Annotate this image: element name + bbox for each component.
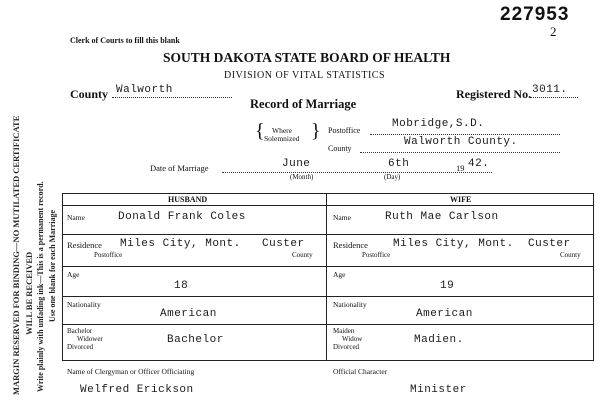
husband-status: Bachelor <box>167 334 224 346</box>
row-line-3 <box>62 296 594 297</box>
husband-county-label: County <box>292 251 313 259</box>
division-title: DIVISION OF VITAL STATISTICS <box>224 70 386 81</box>
margin-one-blank-note: Use one blank for each Marriage <box>48 209 57 322</box>
husband-residence-label: Residence <box>67 240 102 250</box>
table-top-line <box>62 193 594 194</box>
registered-dotted-line <box>530 97 578 98</box>
husband-status-label-1: Bachelor <box>67 327 93 335</box>
date-day: 6th <box>388 158 410 170</box>
certificate-number: 227953 <box>500 4 570 25</box>
solemnized-county-value: Walworth County. <box>404 136 518 148</box>
certificate-sub-number: 2 <box>550 24 557 39</box>
county-dotted-line <box>112 97 232 98</box>
table-header-line <box>62 205 594 206</box>
wife-residence: Miles City, Mont. <box>393 238 514 250</box>
record-title: Record of Marriage <box>250 97 357 111</box>
husband-status-label-3: Divorced <box>67 343 94 351</box>
husband-age-label: Age <box>67 270 80 279</box>
row-line-5 <box>62 360 594 361</box>
wife-nationality-label: Nationality <box>333 300 367 309</box>
date-month-caption: (Month) <box>290 173 314 181</box>
husband-residence: Miles City, Mont. <box>120 238 241 250</box>
official-character: Minister <box>410 384 467 396</box>
wife-postoffice-label: Postoffice <box>362 251 391 259</box>
county-value: Walworth <box>116 84 173 96</box>
row-line-2 <box>62 266 594 267</box>
board-title: SOUTH DAKOTA STATE BOARD OF HEALTH <box>163 50 451 65</box>
wife-nationality: American <box>416 308 473 320</box>
husband-status-label-2: Widower <box>77 335 103 343</box>
wife-status-label-2: Widow <box>342 335 363 343</box>
husband-nationality-label: Nationality <box>67 300 101 309</box>
husband-name: Donald Frank Coles <box>118 211 246 223</box>
solemnized-bracket-left: { <box>255 120 265 142</box>
husband-residence-county: Custer <box>262 238 305 250</box>
solemnized-postoffice-label: Postoffice <box>328 126 361 135</box>
wife-name-label: Name <box>333 213 351 222</box>
table-left-border <box>62 193 63 360</box>
margin-received-note: WILL BE RECEIVED <box>24 251 34 335</box>
date-label: Date of Marriage <box>150 163 209 173</box>
row-line-4 <box>62 324 594 325</box>
margin-binding-note: MARGIN RESERVED FOR BINDING—NO MUTILATED CERTIFICATE <box>11 115 21 395</box>
date-year: 42. <box>468 158 490 170</box>
wife-status-label-3: Divorced <box>333 343 360 351</box>
solemnized-label-2: Solemnized <box>264 134 300 143</box>
table-right-border <box>593 193 594 360</box>
county-label: County <box>70 87 109 101</box>
table-center-divider <box>326 193 327 360</box>
husband-name-label: Name <box>67 213 85 222</box>
husband-header: HUSBAND <box>168 195 208 204</box>
solemnized-county-label: County <box>328 144 352 153</box>
husband-age: 18 <box>174 280 189 292</box>
wife-age-label: Age <box>333 270 346 279</box>
date-month: June <box>282 158 311 170</box>
wife-status-label-1: Maiden <box>333 327 355 335</box>
solemnized-postoffice-line <box>370 134 560 135</box>
wife-name: Ruth Mae Carlson <box>385 211 499 223</box>
wife-status: Madien. <box>414 334 464 346</box>
solemnized-label-1: Where <box>272 126 292 135</box>
husband-postoffice-label: Postoffice <box>94 251 123 259</box>
wife-residence-county: Custer <box>528 238 571 250</box>
wife-county-label: County <box>560 251 581 259</box>
wife-residence-label: Residence <box>333 240 368 250</box>
clerk-note: Clerk of Courts to fill this blank <box>70 36 180 45</box>
registered-label: Registered No. <box>456 87 532 101</box>
registered-value: 3011. <box>532 84 568 96</box>
wife-header: WIFE <box>450 195 472 204</box>
date-year-prefix: 19 <box>456 163 465 173</box>
date-day-caption: (Day) <box>384 173 401 181</box>
solemnized-bracket-right: } <box>311 120 321 142</box>
solemnized-county-line <box>360 152 560 153</box>
date-dotted-line <box>222 172 492 173</box>
officiant-label: Name of Clergyman or Officer Officiating <box>67 367 195 376</box>
margin-ink-note: Write plainly with unfading ink—This is a permanent record. <box>36 181 45 392</box>
official-character-label: Official Character <box>333 367 388 376</box>
wife-age: 19 <box>440 280 455 292</box>
row-line-1 <box>62 234 594 235</box>
husband-nationality: American <box>160 308 217 320</box>
officiant-name: Welfred Erickson <box>80 384 194 396</box>
solemnized-postoffice-value: Mobridge,S.D. <box>392 118 485 130</box>
